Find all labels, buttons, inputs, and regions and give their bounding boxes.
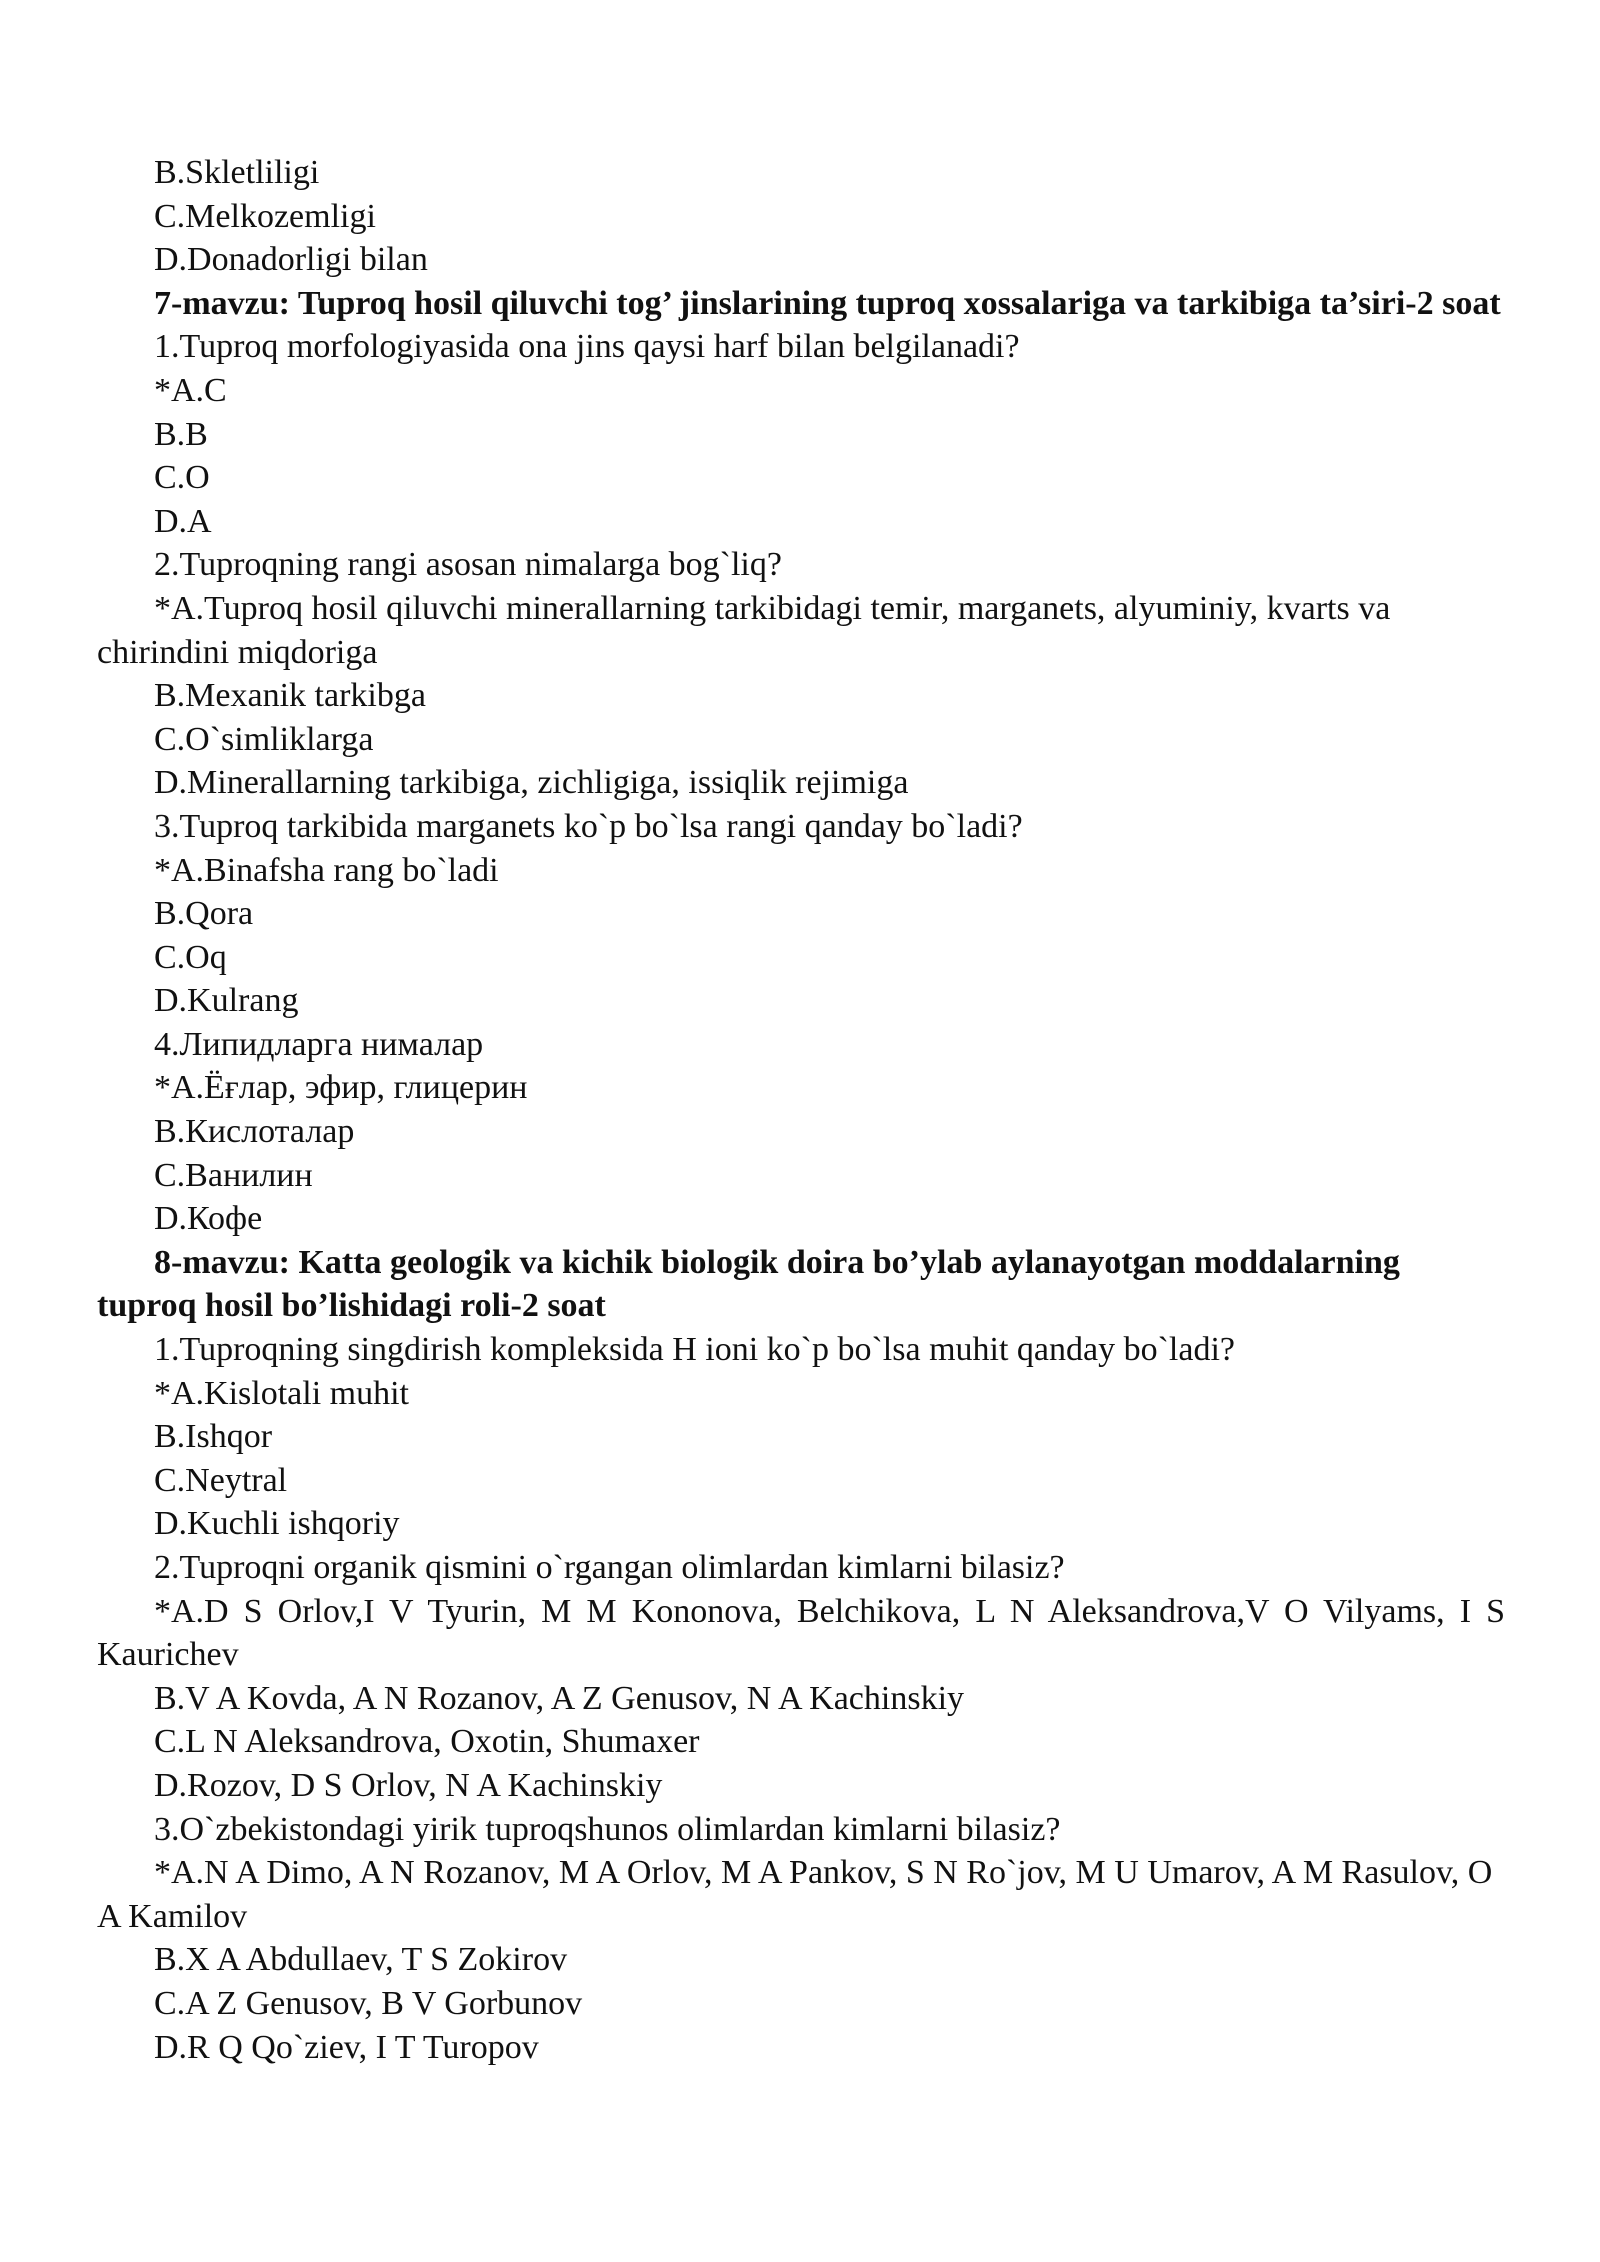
correct-answer: *A.N A Dimo, A N Rozanov, M A Orlov, M A Pankov, S N Ro`jov, M U Umarov, A M Rasulov, O A Kamilov: [97, 1854, 1493, 1935]
correct-answer: *A.C: [154, 371, 227, 409]
option-text: C.A Z Genusov, B V Gorbunov: [154, 1984, 583, 2022]
option-text: B.Skletliligi: [154, 154, 320, 191]
option-text: D.Kulrang: [154, 982, 299, 1020]
correct-answer: *A.D S Orlov,I V Tyurin, M M Kononova, Belchikova, L N Aleksandrova,V O Vilyams, I S Kaurichev: [97, 1592, 1505, 1674]
option-text: C.Neytral: [154, 1461, 288, 1499]
question-text: 2.Tuproqni organik qismini o`rgangan olimlardan kimlarni bilasiz?: [154, 1549, 1065, 1586]
option-text: C.Ванилин: [154, 1156, 313, 1194]
option-text: D.Rozov, D S Orlov, N A Kachinskiy: [154, 1766, 663, 1804]
option-text: B.V A Kovda, A N Rozanov, A Z Genusov, N A Kachinskiy: [154, 1679, 965, 1717]
option-text: C.L N Aleksandrova, Oxotin, Shumaxer: [154, 1723, 700, 1761]
option-text: D.R Q Qo`ziev, I T Turopov: [154, 2028, 539, 2066]
option-text: B.B: [154, 415, 208, 453]
question-text: 4.Липидларга нималар: [154, 1025, 484, 1063]
question-text: 2.Tuproqning rangi asosan nimalarga bog`liq?: [154, 546, 782, 584]
question-text: 1.Tuproq morfologiyasida ona jins qaysi harf bilan belgilanadi?: [154, 328, 1020, 366]
option-text: B.Qora: [154, 895, 254, 933]
option-text: D.Kuchli ishqoriy: [154, 1505, 400, 1543]
option-text: C.O`simliklarga: [154, 720, 374, 758]
correct-answer: *A.Ёғлар, эфир, глицерин: [154, 1069, 528, 1107]
option-text: B.Mexanik tarkibga: [154, 677, 426, 715]
option-text: B.Кислоталар: [154, 1113, 355, 1151]
correct-answer: *A.Kislotali muhit: [154, 1374, 409, 1412]
option-text: D.Donadorligi bilan: [154, 241, 428, 279]
option-text: C.O: [154, 459, 210, 497]
topic-heading: 8-mavzu: Katta geologik va kichik biologik doira bo’ylab aylanayotgan moddalarning tuproq hosil bo’lishidagi roli-2 soat: [97, 1243, 1400, 1325]
option-text: C.Melkozemligi: [154, 197, 376, 235]
document-page: [97, 151, 1505, 2069]
option-text: B.Ishqor: [154, 1418, 273, 1456]
question-text: 3.Tuproq tarkibida marganets ko`p bo`lsa rangi qanday bo`ladi?: [154, 807, 1023, 845]
option-text: C.Oq: [154, 938, 227, 976]
option-text: D.Minerallarning tarkibiga, zichligiga, issiqlik rejimiga: [154, 764, 909, 802]
option-text: B.X A Abdullaev, T S Zokirov: [154, 1941, 568, 1979]
question-text: 3.O`zbekistondagi yirik tuproqshunos olimlardan kimlarni bilasiz?: [154, 1810, 1061, 1848]
correct-answer: *A.Tuproq hosil qiluvchi minerallarning tarkibidagi temir, marganets, alyuminiy, kvarts va chirindini miqdoriga: [97, 589, 1391, 671]
correct-answer: *A.Binafsha rang bo`ladi: [154, 851, 499, 889]
option-text: D.Кофе: [154, 1200, 263, 1238]
topic-heading: 7-mavzu: Tuproq hosil qiluvchi tog’ jinslarining tuproq xossalariga va tarkibiga ta’siri-2 soat: [154, 284, 1501, 322]
question-text: 1.Tuproqning singdirish kompleksida H ioni ko`p bo`lsa muhit qanday bo`ladi?: [154, 1331, 1235, 1369]
option-text: D.A: [154, 502, 212, 540]
